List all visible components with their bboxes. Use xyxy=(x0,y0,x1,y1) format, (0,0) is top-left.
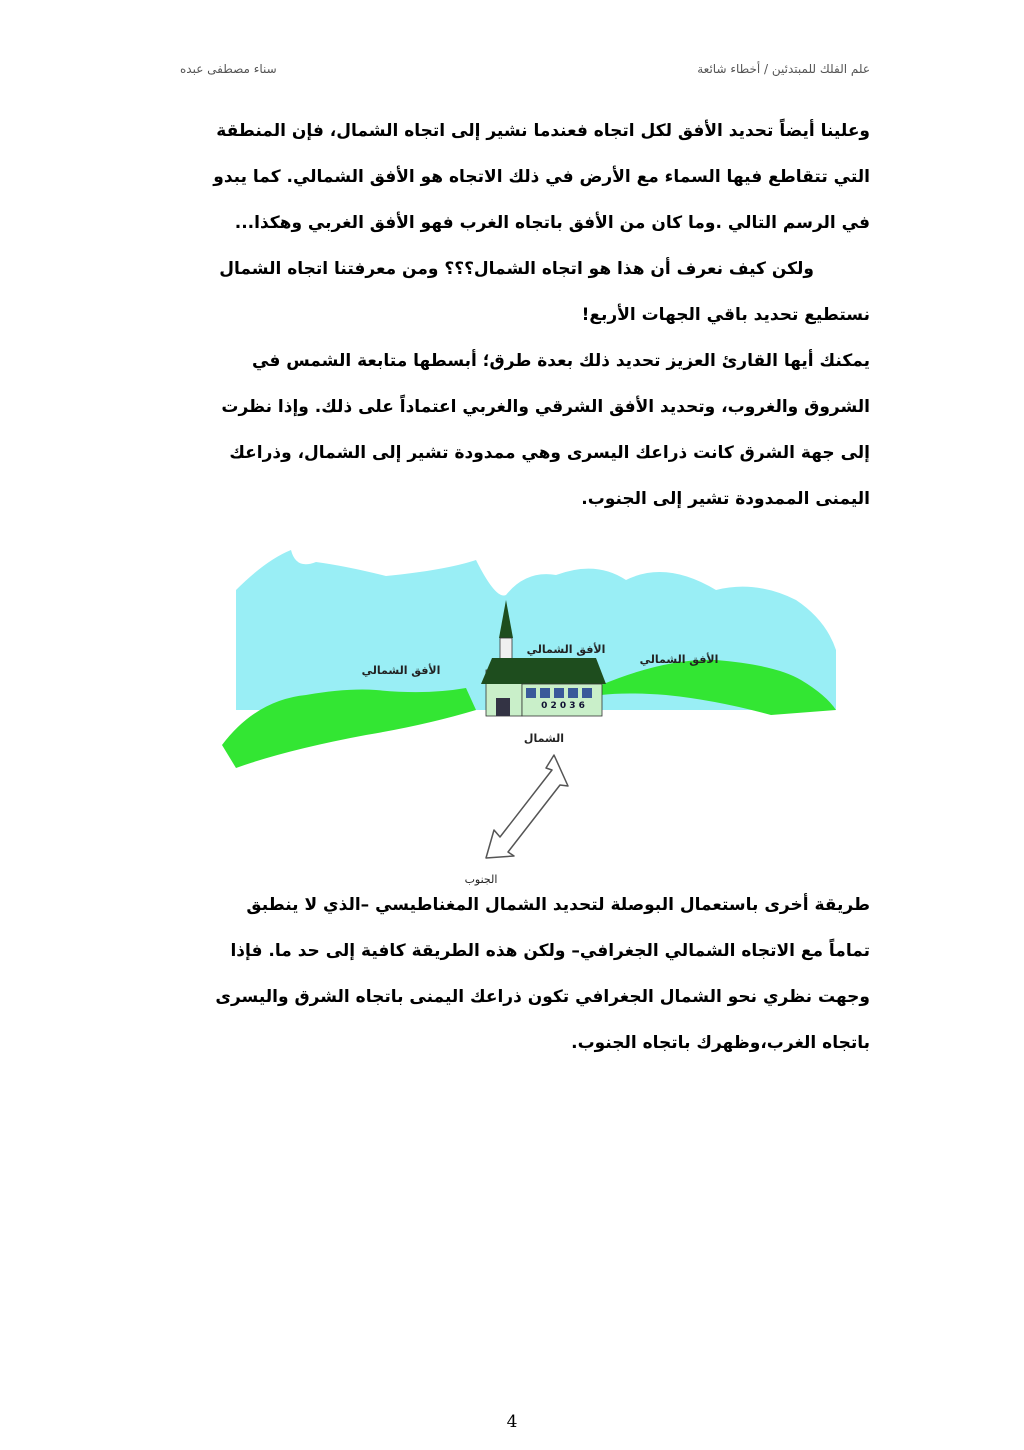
paragraph-horizon-definition xyxy=(150,108,870,338)
paragraph-sun-method xyxy=(150,338,870,522)
text-line: باتجاه الغرب،وظهرك باتجاه الجنوب. xyxy=(571,1033,870,1053)
text-line: إلى جهة الشرق كانت ذراعك اليسرى وهي ممدودة تشير إلى الشمال، وذراعك xyxy=(229,443,870,463)
text-line: تماماً مع الاتجاه الشمالي الجغرافي– ولكن هذه الطريقة كافية إلى حد ما. فإذا xyxy=(230,941,870,961)
text-line: الشروق والغروب، وتحديد الأفق الشرقي والغربي اعتماداً على ذلك. وإذا نظرت xyxy=(221,397,870,417)
text-line: طريقة أخرى باستعمال البوصلة لتحديد الشمال المغناطيسي –الذي لا ينطبق xyxy=(246,895,870,915)
text-line: اليمنى الممدودة تشير إلى الجنوب. xyxy=(581,489,870,509)
text-line: وجهت نظري نحو الشمال الجغرافي تكون ذراعك اليمنى باتجاه الشرق واليسرى xyxy=(215,987,870,1007)
page-number: 4 xyxy=(506,1412,518,1432)
north-horizon-illustration xyxy=(196,540,836,890)
horizon-label-right: الأفق الشمالي xyxy=(639,653,719,666)
building-numbers: 0 2 0 3 6 xyxy=(541,701,585,711)
horizon-label-center: الأفق الشمالي xyxy=(526,643,606,656)
text-line: نستطيع تحديد باقي الجهات الأربع! xyxy=(581,305,870,325)
text-line: ولكن كيف نعرف أن هذا هو اتجاه الشمال؟؟؟ ومن معرفتنا اتجاه الشمال xyxy=(219,259,814,279)
text-line: وعلينا أيضاً تحديد الأفق لكل اتجاه فعندما نشير إلى اتجاه الشمال، فإن المنطقة xyxy=(216,121,870,141)
horizon-label-left: الأفق الشمالي xyxy=(361,664,441,677)
north-label: الشمال xyxy=(523,732,565,745)
text-line: التي تتقاطع فيها السماء مع الأرض في ذلك الاتجاه هو الأفق الشمالي. كما يبدو xyxy=(213,167,870,187)
south-label: الجنوب xyxy=(464,873,498,886)
header-author: سناء مصطفى عبده xyxy=(180,62,277,76)
text-line: في الرسم التالي .وما كان من الأفق باتجاه الغرب فهو الأفق الغربي وهكذا... xyxy=(234,213,870,233)
page-header xyxy=(160,62,870,84)
double-arrow-icon xyxy=(486,755,568,858)
paragraph-compass-method xyxy=(150,882,870,1066)
header-title: علم الفلك للمبتدئين / أخطاء شائعة xyxy=(697,62,870,76)
text-line: يمكنك أيها القارئ العزيز تحديد ذلك بعدة طرق؛ أبسطها متابعة الشمس في xyxy=(252,351,870,371)
